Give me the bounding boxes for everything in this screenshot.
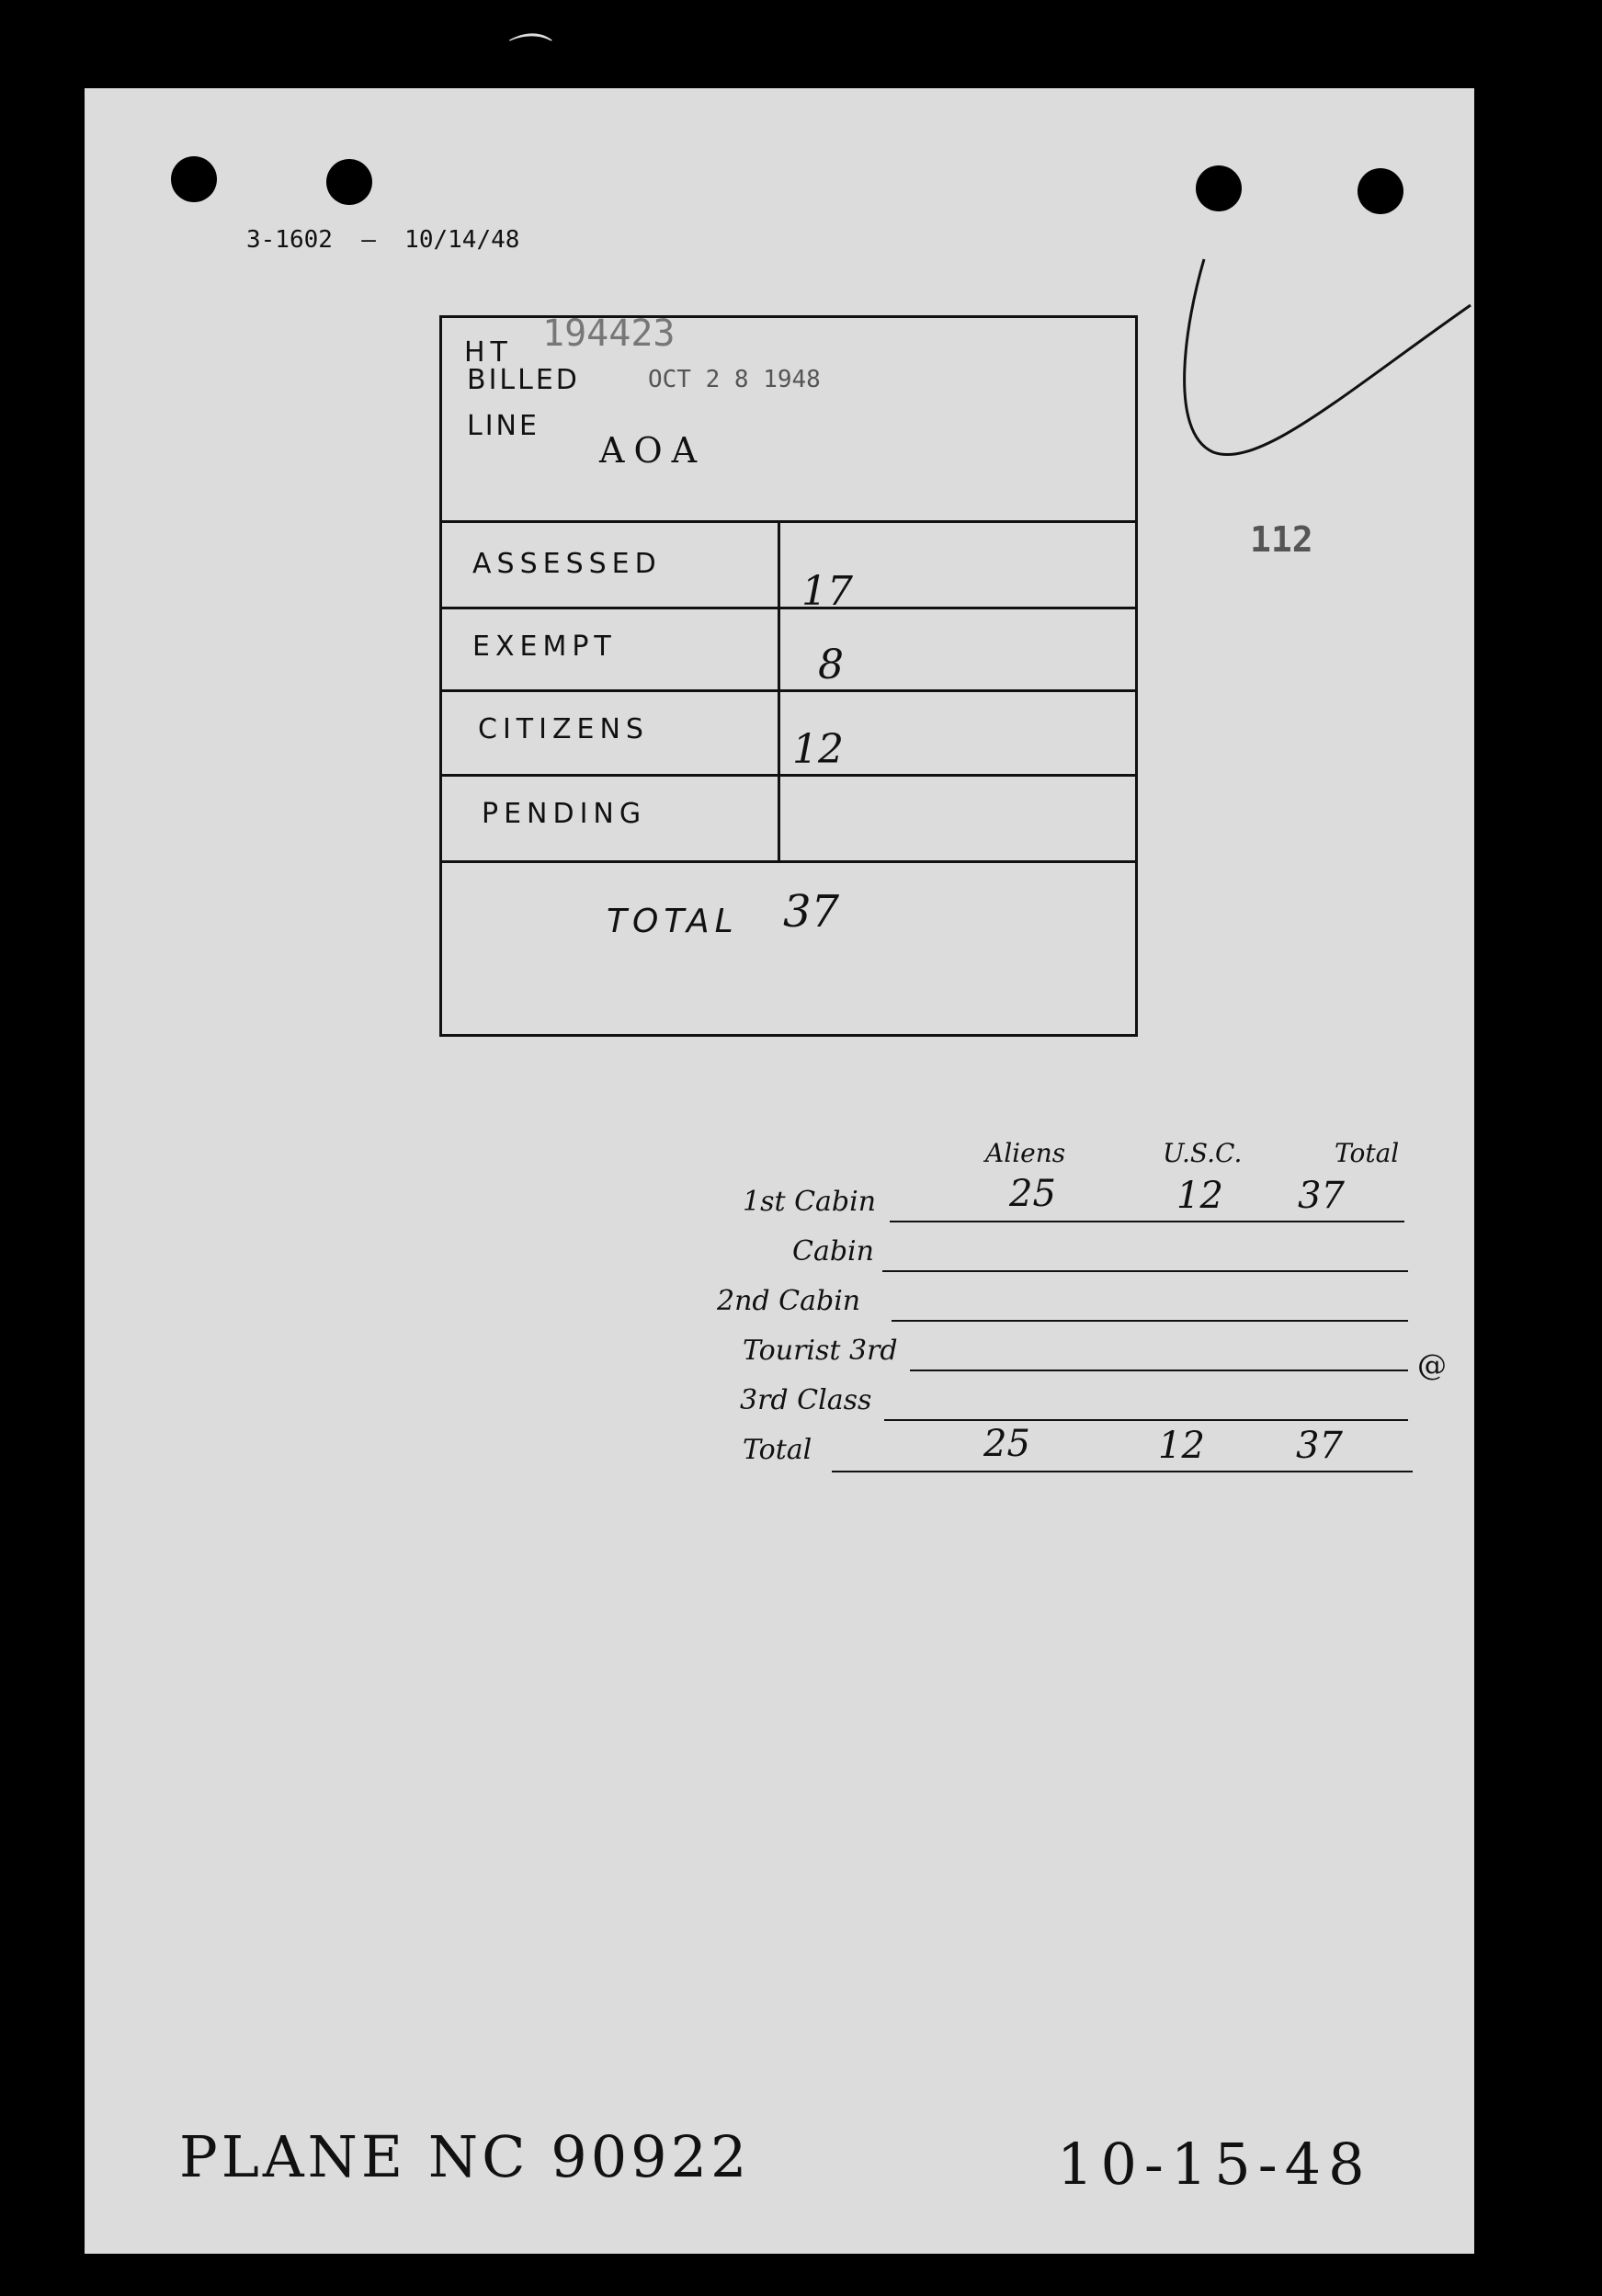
row-label-tourist-3rd: Tourist 3rd (743, 1335, 898, 1367)
stamp-header-divider (439, 520, 1138, 523)
total-usc: 12 (1158, 1425, 1205, 1467)
pending-label: PENDING (482, 798, 647, 830)
punch-hole-left-inner (326, 159, 372, 205)
total-total: 37 (1296, 1425, 1343, 1467)
line-label: LINE (467, 410, 540, 442)
file-reference: 3-1602 — 10/14/48 (246, 226, 520, 254)
top-edge-mark: ⌒ (501, 30, 546, 82)
column-header-usc: U.S.C. (1163, 1138, 1243, 1168)
check-mark-icon (1158, 248, 1475, 469)
page-number: 112 (1250, 519, 1313, 560)
column-header-aliens: Aliens (985, 1138, 1066, 1168)
exempt-label: EXEMPT (472, 631, 617, 663)
line-value: AOA (599, 430, 707, 471)
stamp-row-divider-4 (439, 860, 1138, 863)
row-label-cabin: Cabin (792, 1235, 874, 1267)
row-label-1st-cabin: 1st Cabin (743, 1186, 877, 1218)
ht-label: HT (464, 336, 513, 369)
citizens-value: 12 (792, 726, 844, 773)
stamp-row-divider-2 (439, 689, 1138, 692)
row-label-3rd-class: 3rd Class (740, 1384, 872, 1416)
assessed-label: ASSESSED (472, 548, 662, 580)
row-label-total: Total (743, 1434, 812, 1466)
first-cabin-aliens: 25 (1009, 1173, 1056, 1215)
row-line-tourist-3rd (910, 1370, 1408, 1371)
margin-mark: @ (1417, 1347, 1447, 1382)
stamp-column-divider (778, 520, 780, 860)
row-line-2nd-cabin (892, 1320, 1408, 1322)
row-line-3rd-class (884, 1419, 1408, 1421)
assessed-value: 17 (801, 568, 853, 615)
row-line-total (832, 1471, 1413, 1472)
row-line-cabin (882, 1270, 1408, 1272)
ht-number: 194423 (542, 313, 676, 355)
punch-hole-right-outer (1358, 168, 1403, 214)
footer-date: 10-15-48 (1057, 2131, 1372, 2198)
billed-date: OCT 2 8 1948 (648, 366, 821, 393)
stamp-total-label: TOTAL (607, 903, 739, 940)
citizens-label: CITIZENS (478, 713, 649, 745)
stamp-total-value: 37 (783, 886, 840, 938)
total-aliens: 25 (983, 1423, 1030, 1465)
exempt-value: 8 (818, 642, 844, 688)
punch-hole-right-inner (1196, 165, 1242, 211)
punch-hole-left-outer (171, 156, 217, 202)
column-header-total: Total (1335, 1138, 1400, 1168)
row-line-1st-cabin (890, 1221, 1404, 1222)
stamp-row-divider-3 (439, 774, 1138, 777)
plane-registration: PLANE NC 90922 (179, 2123, 751, 2190)
first-cabin-usc: 12 (1176, 1175, 1223, 1217)
first-cabin-total: 37 (1298, 1175, 1345, 1217)
stamp-row-divider-1 (439, 607, 1138, 609)
row-label-2nd-cabin: 2nd Cabin (717, 1285, 861, 1317)
billed-label: BILLED (467, 364, 580, 396)
